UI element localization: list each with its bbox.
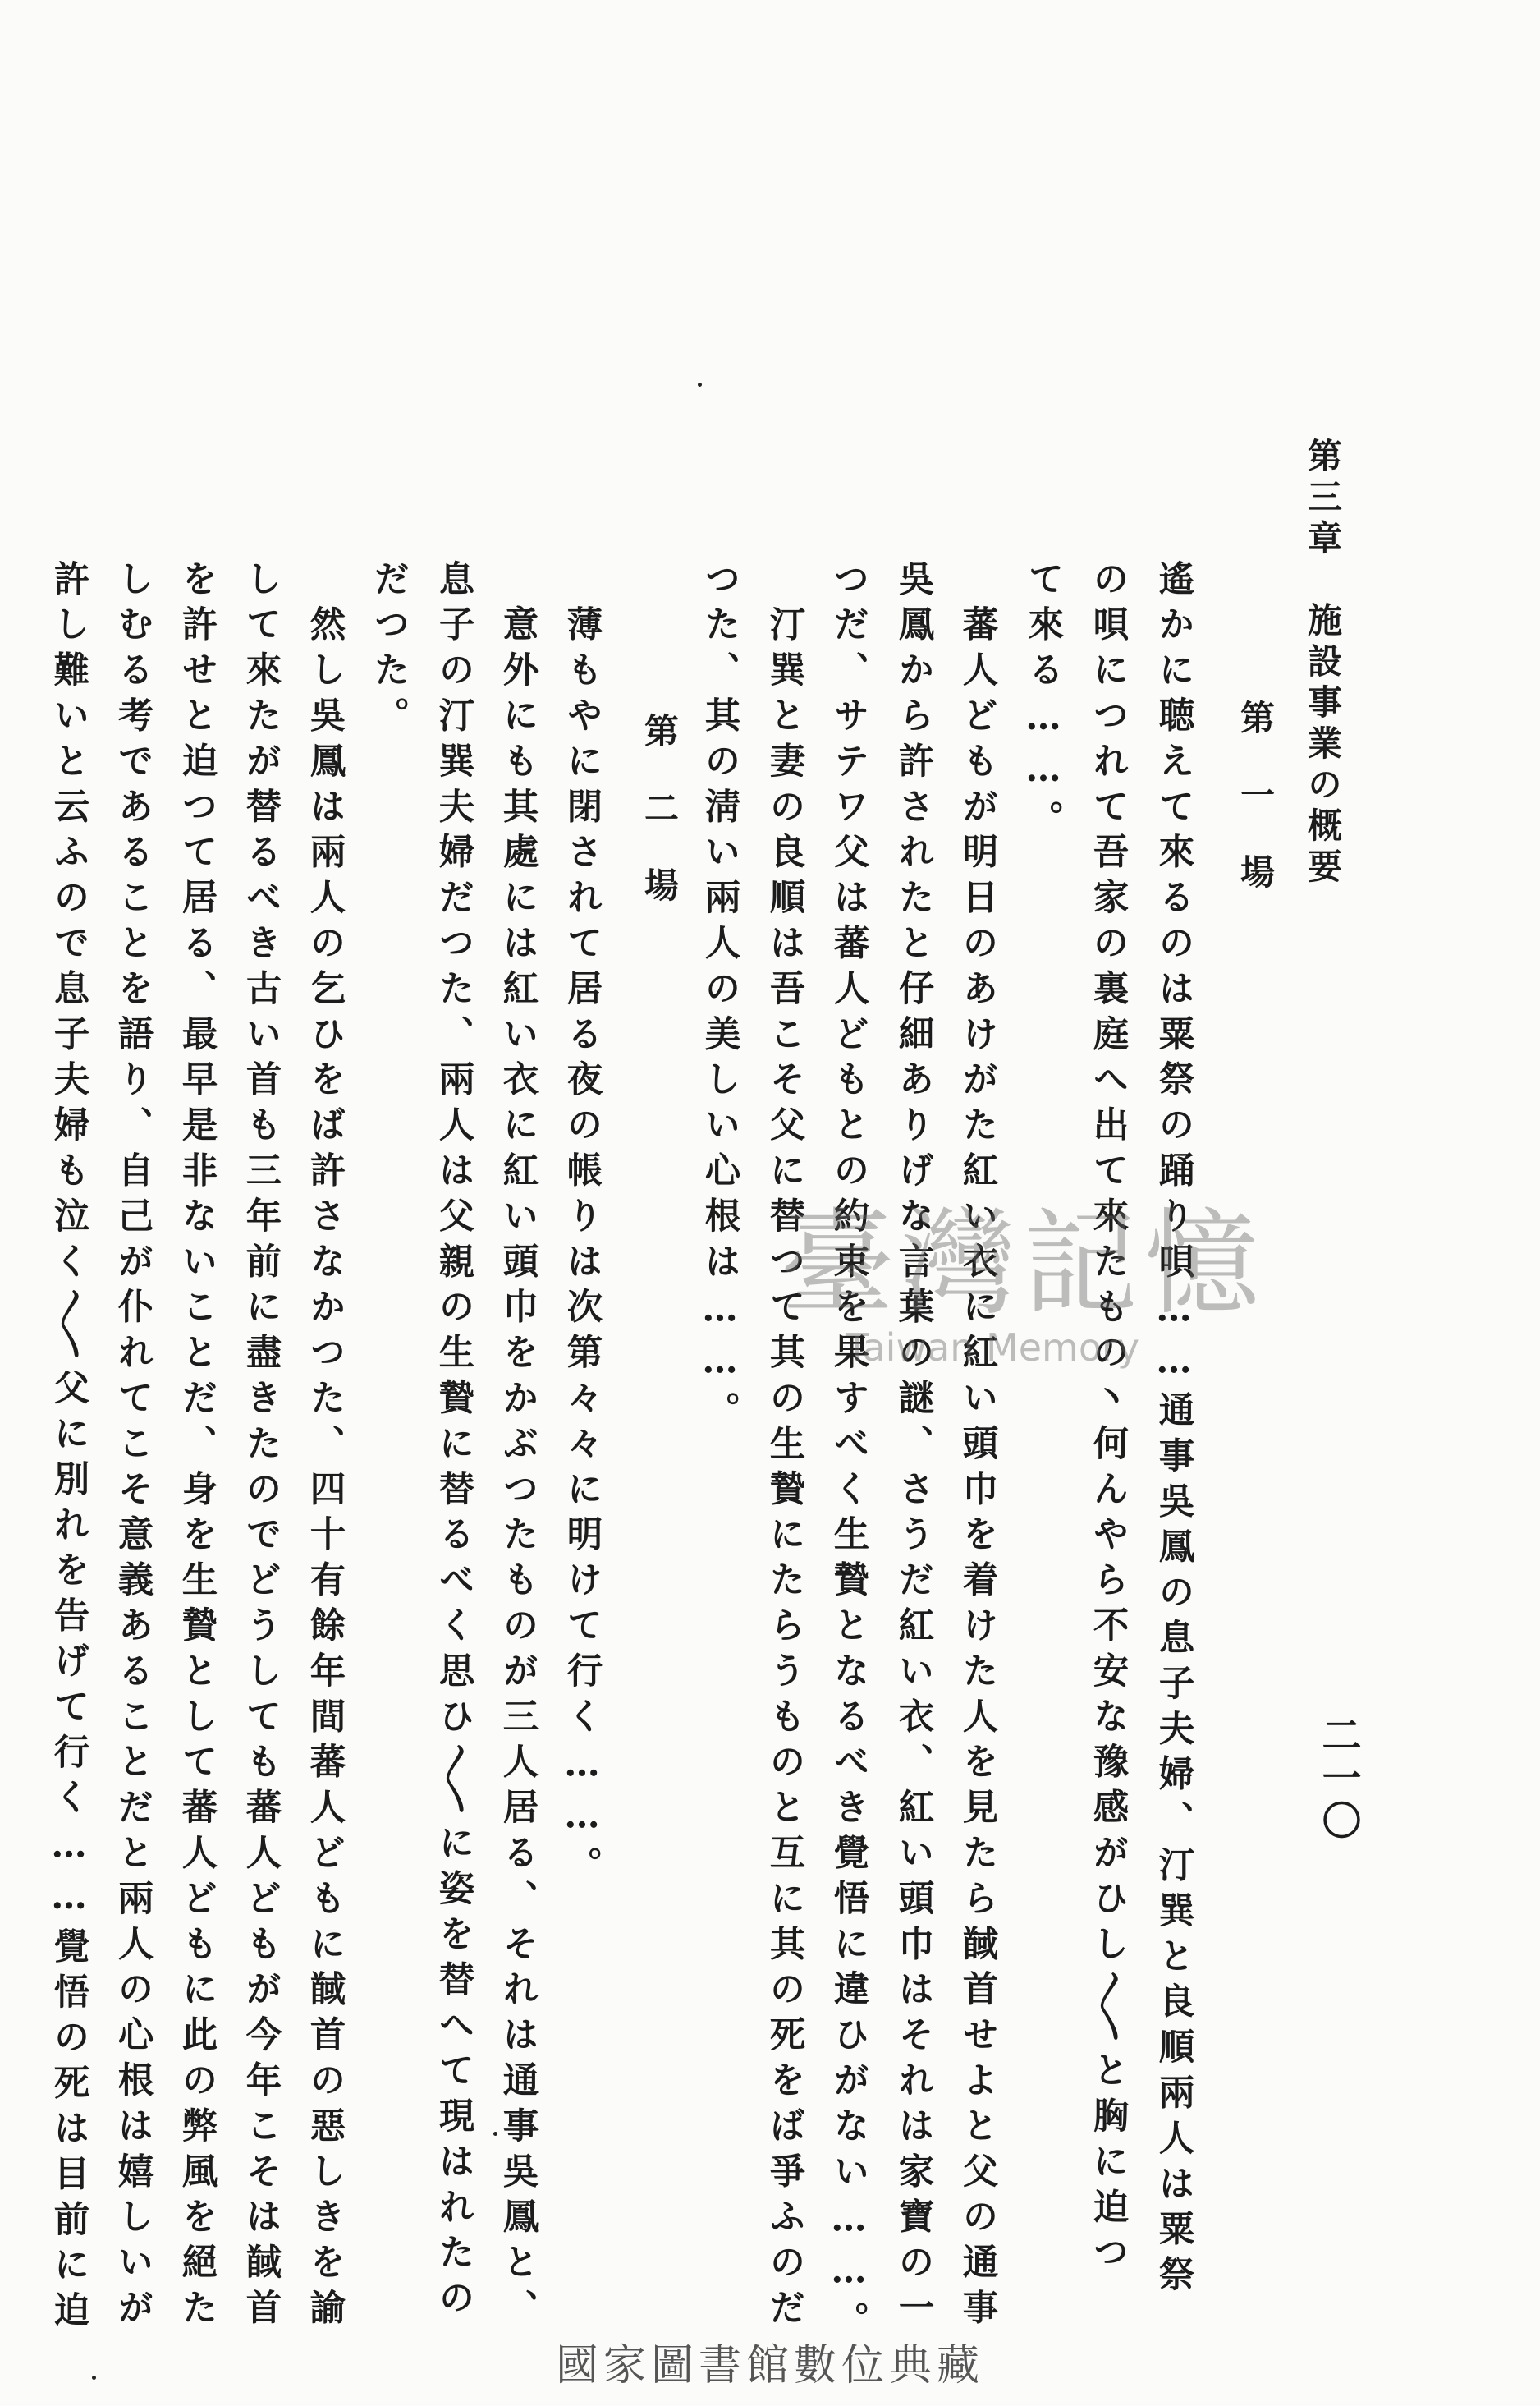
- scene-2-title: 第二場: [639, 713, 680, 944]
- scene-2-line: 意外にも其處には紅い衣に紅い頭巾をかぶつたものが三人居る、それは通事吳鳳と、: [497, 560, 539, 2335]
- scene-1-line: て來る……。: [1022, 560, 1065, 846]
- chapter-header: 第三章 施設事業の概要: [1303, 438, 1343, 889]
- scene-2-line: 薄もやに閉されて居る夜の帳りは次第々々に明けて行く……。: [561, 560, 603, 1892]
- scene-2-line: しむる考であることを語り、自己が仆れてこそ意義あることだと兩人の心根は嬉しいが: [112, 560, 154, 2335]
- scene-1-line: の唄につれて吾家の裏庭へ出て來たもの丶何んやら不安な豫感がひし〳〵と胸に迫つ: [1087, 560, 1130, 2280]
- scan-speck: [493, 2132, 497, 2136]
- archive-footer: 國家圖書館數位典藏: [555, 2341, 984, 2390]
- scene-2-line: 許し難いと云ふので息子夫婦も泣く〳〵父に別れを告げて行く……覺悟の死は目前に迫: [48, 560, 90, 2337]
- watermark-title: 臺灣記憶: [780, 1197, 1267, 1331]
- scan-speck: [698, 383, 702, 387]
- scene-1-line: つだ、サテワ父は蕃人どもとの約束を果すべく生贄となるべき覺悟に違ひがない……。: [827, 560, 870, 2347]
- scene-1-line: 遙かに聴えて來るのは粟祭の踊り唄……通事吳鳳の息子夫婦、汀巽と良順兩人は粟祭: [1153, 560, 1195, 2302]
- scene-1-title: 第一場: [1235, 700, 1276, 931]
- scene-2-line: して來たが替るべき古い首も三年前に盡きたのでどうしても蕃人どもが今年こそは馘首: [240, 560, 282, 2335]
- watermark-subtitle: Taiwan Memory: [846, 1325, 1140, 1370]
- scene-1-line: つた、其の淸い兩人の美しい心根は……。: [699, 560, 741, 1437]
- scene-1-line: 汀巽と妻の良順は吾こそ父に替つて其の生贄にたらうものと互に其の死をば爭ふのだ: [763, 560, 806, 2335]
- scene-1-line: 吳鳳から許されたと仔細ありげな言葉の謎、さうだ紅い衣、紅い頭巾はそれは家寶の一: [892, 560, 935, 2335]
- scene-2-line: を許せと迫つて居る、最早是非ないことだ、身を生贄として蕃人どもに此の弊風を絕た: [176, 560, 218, 2335]
- page-number: 二一〇: [1315, 1715, 1361, 1843]
- scene-2-line: だつた。: [368, 560, 410, 742]
- scene-1-line: 蕃人どもが明日のあけがた紅い衣に紅い頭巾を着けた人を見たら馘首せよと父の通事: [956, 560, 999, 2335]
- scene-2-line: 然し吳鳳は兩人の乞ひをば許さなかつた、四十有餘年間蕃人どもに馘首の惡しきを諭: [304, 560, 346, 2335]
- scene-2-line: 息子の汀巽夫婦だつた、兩人は父親の生贄に替るべく思ひ〳〵に姿を替へて現はれたの: [433, 560, 475, 2325]
